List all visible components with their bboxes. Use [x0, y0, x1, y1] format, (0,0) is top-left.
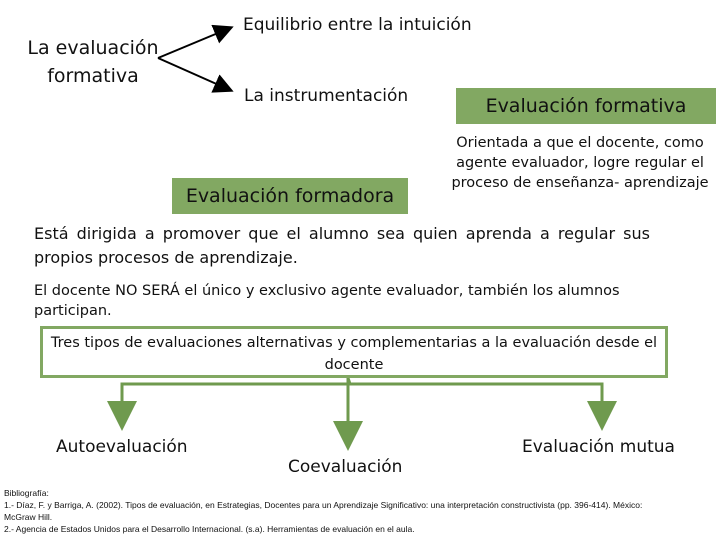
tipos-box: Tres tipos de evaluaciones alternativas y complementarias a la evaluación desde el docente	[40, 326, 668, 378]
branch-intuicion: Equilibrio entre la intuición	[243, 15, 472, 35]
eval-formadora-box: Evaluación formadora	[172, 178, 408, 214]
docente-note: El docente NO SERÁ el único y exclusivo agente evaluador, también los alumnos participan.	[34, 283, 620, 319]
left-title: La evaluación formativa	[27, 37, 159, 87]
bibliography-entry: 2.- Agencia de Estados Unidos para el Desarrollo Internacional. (s.a). Herramientas de evaluación en el aula.	[4, 524, 415, 534]
tipos-arrow-right	[350, 384, 602, 425]
type-coevaluacion: Coevaluación	[288, 457, 403, 477]
eval-formadora-description: Está dirigida a promover que el alumno sea quien aprenda a regular sus propios procesos de aprendizaje.	[34, 224, 650, 267]
type-evaluacion-mutua: Evaluación mutua	[522, 437, 675, 457]
branch-instrumentacion: La instrumentación	[244, 86, 409, 106]
split-arrow-up	[158, 28, 230, 58]
bibliography-entry: 1.- Díaz, F. y Barriga, A. (2002). Tipos de evaluación, en Estrategias, Docentes para un Aprendizaje Significativo: una interpretación constructivista (pp. 396-414). México: McGraw Hill.	[4, 500, 643, 522]
eval-formativa-description: Orientada a que el docente, como agente evaluador, logre regular el proceso de enseñanza- aprendizaje	[451, 135, 709, 191]
tipos-arrow-left	[122, 378, 350, 425]
bibliography	[4, 487, 644, 535]
type-autoevaluacion: Autoevaluación	[56, 437, 188, 457]
bibliography-heading: Bibliografía:	[4, 488, 49, 498]
split-arrow-down	[158, 58, 230, 90]
eval-formativa-box: Evaluación formativa	[456, 88, 716, 124]
